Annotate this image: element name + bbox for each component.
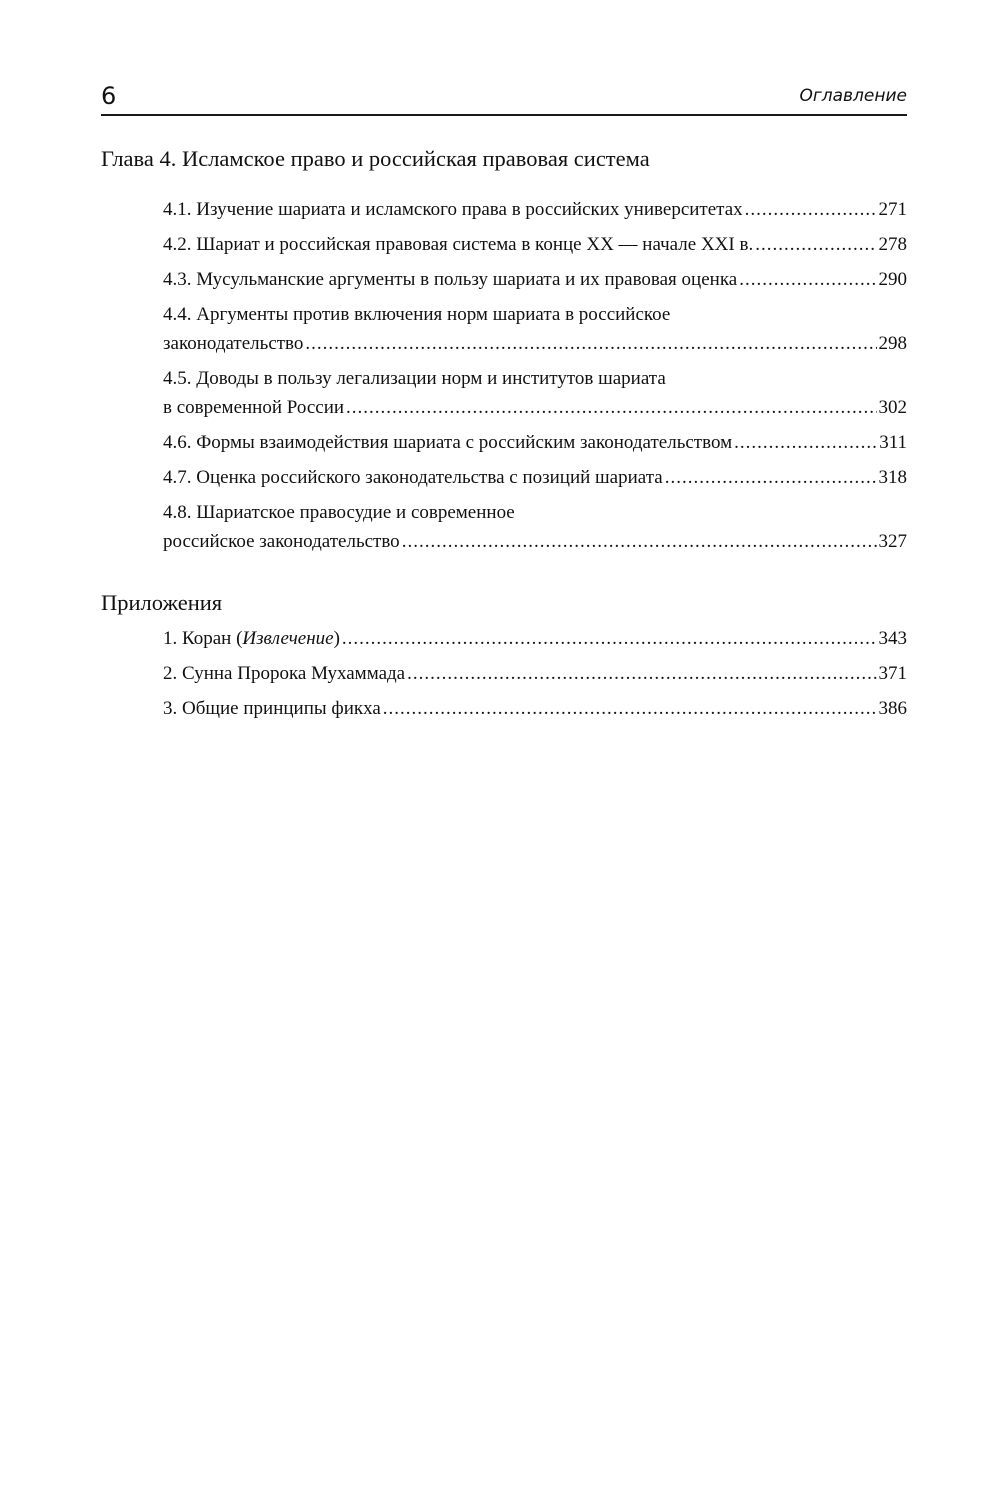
entry-title-line-1: 4.5. Доводы в пользу легализации норм и институтов шариата	[163, 368, 666, 389]
entry-title: 2. Сунна Пророка Мухаммада	[163, 663, 406, 684]
dot-leader	[402, 527, 877, 556]
entry-page-number: 371	[878, 663, 907, 684]
chapter-4-entries	[163, 195, 907, 562]
entry-page-number: 302	[878, 397, 907, 418]
entry-title-text: 1. Коран	[163, 628, 232, 649]
entry-title-line-2: законодательство	[163, 333, 304, 354]
toc-entry-4-1[interactable]	[163, 195, 907, 224]
entry-page-number: 327	[878, 531, 907, 552]
toc-entry-4-2[interactable]	[163, 230, 907, 259]
entry-title-line-1: 4.4. Аргументы против включения норм шариата в российское	[163, 304, 671, 325]
toc-entry-4-5[interactable]	[163, 364, 907, 422]
entry-title-line-1: 4.8. Шариатское правосудие и современное	[163, 502, 515, 523]
dot-leader	[305, 329, 876, 358]
dot-leader	[407, 659, 876, 688]
dot-leader	[342, 624, 877, 653]
entry-title: 4.3. Мусульманские аргументы в пользу шариата и их правовая оценка	[163, 269, 738, 290]
entry-title-line-2: российское законодательство	[163, 531, 400, 552]
chapter-4-heading: Глава 4. Исламское право и российская правовая система	[101, 146, 650, 171]
entry-page-number: 298	[878, 333, 907, 354]
entry-title: 4.2. Шариат и российская правовая система в конце XX — начале XXI в.	[163, 234, 754, 255]
appendices-entries	[163, 624, 907, 729]
entry-page-number: 386	[878, 698, 907, 719]
running-title: Оглавление	[799, 86, 907, 106]
entry-title: 3. Общие принципы фикха	[163, 698, 381, 719]
toc-entry-4-4[interactable]	[163, 300, 907, 358]
entry-page-number: 278	[878, 234, 907, 255]
dot-leader	[745, 195, 877, 224]
toc-entry-appendix-2[interactable]	[163, 659, 907, 688]
entry-page-number: 290	[878, 269, 907, 290]
dot-leader	[665, 463, 877, 492]
running-head	[101, 80, 907, 116]
entry-title-line-2: в современной России	[163, 397, 345, 418]
toc-entry-4-6[interactable]	[163, 428, 907, 457]
entry-title: 1. Коран (Извлечение)	[163, 628, 340, 649]
entry-title: 4.1. Изучение шариата и исламского права в российских университетах	[163, 199, 743, 220]
toc-entry-appendix-3[interactable]	[163, 694, 907, 723]
toc-entry-4-3[interactable]	[163, 265, 907, 294]
dot-leader	[383, 694, 877, 723]
dot-leader	[734, 428, 877, 457]
dot-leader	[739, 265, 876, 294]
entry-title: 4.6. Формы взаимодействия шариата с российским законодательством	[163, 432, 733, 453]
entry-page-number: 343	[878, 628, 907, 649]
entry-title-note: Извлечение	[242, 628, 334, 649]
entry-page-number: 271	[878, 199, 907, 220]
dot-leader	[346, 393, 876, 422]
page-number: 6	[101, 82, 117, 110]
appendices-heading: Приложения	[101, 590, 223, 615]
entry-page-number: 311	[879, 432, 907, 453]
toc-entry-4-7[interactable]	[163, 463, 907, 492]
entry-title: 4.7. Оценка российского законодательства с позиций шариата	[163, 467, 663, 488]
entry-page-number: 318	[878, 467, 907, 488]
toc-entry-4-8[interactable]	[163, 498, 907, 556]
toc-entry-appendix-1[interactable]	[163, 624, 907, 653]
dot-leader	[755, 230, 876, 259]
